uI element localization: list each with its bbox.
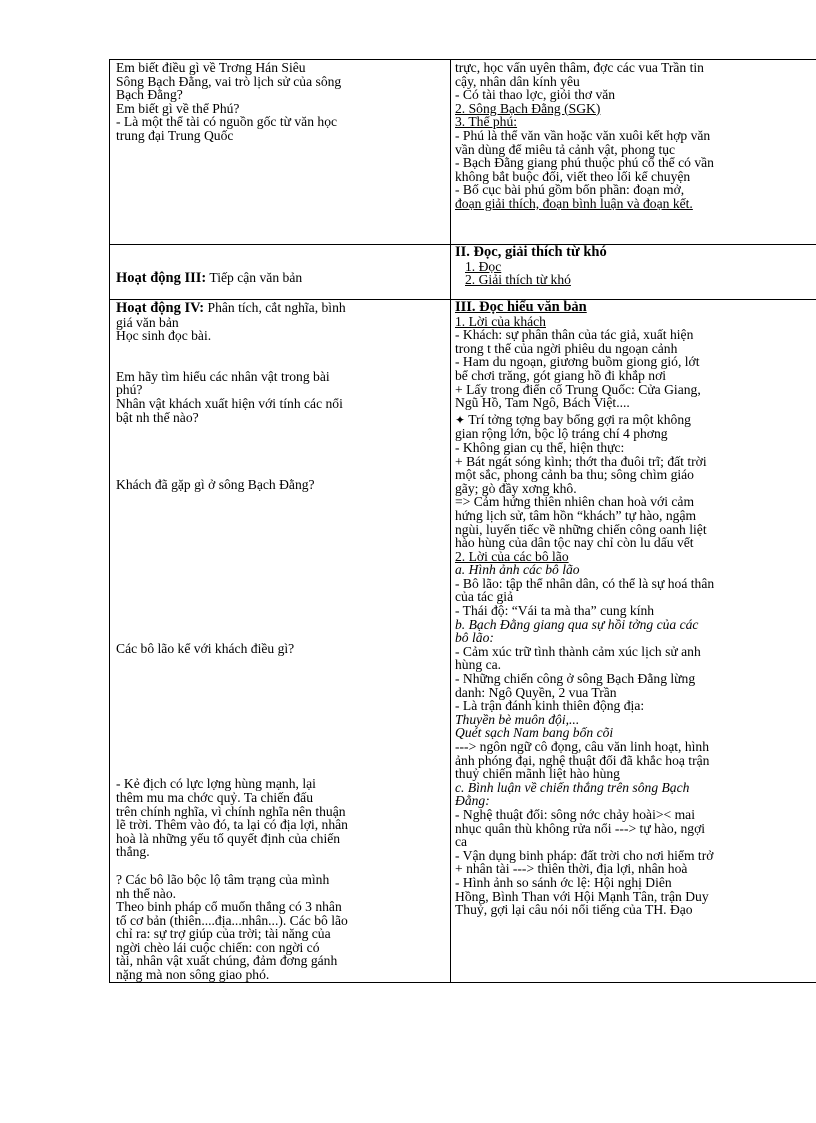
text-line: trong t thế của ngời phiêu du ngoạn cảnh: [455, 340, 678, 356]
text-line: hoà là những yếu tố quyết định của chiến: [116, 830, 341, 846]
paragraph: [116, 873, 446, 982]
activity-description: Tiếp cận văn bản: [206, 270, 303, 286]
question: Em hãy tìm hiểu các nhân vật trong bài: [116, 368, 330, 384]
text-line: ? Các bô lão bộc lộ tâm trạng của mình: [116, 871, 330, 887]
text-line: tài, nhân vật xuất chúng, đảm đơng gánh: [116, 953, 338, 969]
text-line: hào hùng của dân tộc nay chỉ còn lu dấu vết: [455, 535, 694, 551]
text-line: giá văn bản: [116, 314, 179, 330]
text-line: trên chính nghĩa, vì chính nghĩa nên thuận: [116, 803, 346, 819]
text-line: - Cảm xúc trữ tình thành cảm xúc lịch sử anh: [455, 643, 701, 659]
text-line: - Bô lão: tập thể nhân dân, có thể là sự hoá thân: [455, 575, 715, 591]
text-line: ngời chèo lái cuộc chiến: con ngời có: [116, 939, 320, 955]
text-line: vần dùng để miêu tả cảnh vật, phong tục: [455, 141, 676, 157]
text-line: + Lấy trong điển cố Trung Quốc: Cửa Giang,: [455, 381, 701, 397]
question: Nhân vật khách xuất hiện với tính các nổi: [116, 395, 343, 411]
text-line: Ngũ Hồ, Tam Ngô, Bách Việt....: [455, 395, 630, 411]
lesson-plan-table: [109, 59, 816, 983]
text-line: lẽ trời. Thêm vào đó, ta lại có địa lợi, nhân: [116, 817, 348, 833]
text-line: - Vận dụng binh pháp: đất trời cho nơi hiểm trở: [455, 847, 714, 863]
sub-heading: c. Bình luận về chiến thắng trên sông Bạch: [455, 779, 690, 795]
text-line: - Là trận đánh kinh thiên động địa:: [455, 698, 645, 714]
content-cell: [451, 300, 816, 983]
section-heading: III. Đọc hiểu văn bản: [455, 299, 587, 315]
content-cell: [451, 245, 816, 300]
text-line: thuỷ chiến mãnh liệt hào hùng: [455, 766, 620, 782]
text-line: trung đại Trung Quốc: [116, 127, 234, 143]
text-line: Thuỷ, gợi lại câu nói nổi tiếng của TH. Đạo: [455, 902, 693, 918]
text-line: gãy; gò đầy xơng khô.: [455, 480, 577, 496]
text-line: - Ham du ngoạn, giương buồm giong gió, lớt: [455, 354, 700, 370]
sub-heading: a. Hình ảnh các bô lão: [455, 562, 580, 578]
text-line: Bạch Đằng?: [116, 87, 183, 103]
text-line: đoạn giải thích, đoạn bình luận và đoạn kết.: [455, 195, 693, 211]
text-line: nặng mà non sông giao phó.: [116, 967, 270, 983]
question: phú?: [116, 382, 143, 398]
table-row: [110, 300, 816, 983]
activity-title: Hoạt động IV:: [116, 300, 205, 316]
section-heading: 3. Thể phú:: [455, 114, 518, 130]
activity-description: Phân tích, cắt nghĩa, bình: [204, 300, 346, 315]
table-row: [110, 60, 816, 245]
section-heading: II. Đọc, giải thích từ khó: [455, 244, 607, 260]
text-line: Em biết gì về thể Phú?: [116, 100, 240, 116]
table-row: [110, 245, 816, 300]
sub-heading: Đằng:: [455, 793, 490, 809]
text-line: danh: Ngô Quyền, 2 vua Trần: [455, 684, 617, 700]
text-line: - Thái độ: “Vái ta mà tha” cung kính: [455, 603, 655, 619]
paragraph: [116, 777, 446, 859]
text-line: tố cơ bản (thiên....địa...nhân...). Các bô lão: [116, 912, 348, 928]
text-line: thêm mu ma chớc quỷ. Ta chiến đấu: [116, 789, 313, 805]
text-line: - Bạch Đằng giang phú thuộc phú cổ thể có vần: [455, 155, 714, 171]
section-heading: 2. Sông Bạch Đằng (SGK): [455, 100, 601, 116]
four-point-star-icon: ✦: [455, 412, 466, 427]
text-line: trực, học vấn uyên thâm, đợc các vua Trần tin: [455, 60, 704, 75]
text-line: + Bát ngát sóng kình; thớt tha đuôi trĩ; đất trời: [455, 453, 707, 469]
content-cell: [451, 60, 816, 245]
text-line: => Cảm hứng thiên nhiên chan hoà với cảm: [455, 494, 695, 510]
text-line: không bắt buộc đối, viết theo lối kể chuyện: [455, 168, 691, 184]
text-line: - Khách: sự phân thân của tác giả, xuất hiện: [455, 327, 694, 343]
text-line: - Phú là thể văn vần hoặc văn xuôi kết hợp văn: [455, 127, 711, 143]
text-line: thắng.: [116, 844, 150, 860]
text-line: ảnh phóng đại, nghệ thuật đối đã khắc hoạ trận: [455, 752, 710, 768]
text-line: - Kẻ địch có lực lợng hùng mạnh, lại: [116, 776, 316, 792]
list-item: 1. Đọc: [465, 258, 502, 274]
text-line: - Là một thể tài có nguồn gốc từ văn học: [116, 114, 338, 130]
question: Khách đã gặp gì ở sông Bạch Đằng?: [116, 477, 315, 493]
teacher-student-activity-cell: [110, 300, 451, 983]
verse-line: Quét sạch Nam bang bốn cõi: [455, 725, 614, 741]
activity-title: Hoạt động III:: [116, 270, 207, 287]
question: bật nh thế nào?: [116, 409, 199, 425]
text-line: - Những chiến công ở sông Bạch Đằng lừng: [455, 671, 696, 687]
list-item: 2. Giải thích từ khó: [465, 272, 571, 288]
text-line: - Bố cục bài phú gồm bốn phần: đoạn mở,: [455, 182, 685, 198]
text-line: hùng ca.: [455, 657, 502, 673]
sub-heading: bô lão:: [455, 630, 494, 646]
text-line: - Không gian cụ thể, hiện thực:: [455, 439, 625, 455]
question: Các bô lão kể với khách điều gì?: [116, 640, 295, 656]
text-line: bể chơi trăng, gót giang hồ đi khắp nơi: [455, 367, 667, 383]
text-line: - Có tài thao lợc, giỏi thơ văn: [455, 87, 616, 103]
text-line: gian rộng lớn, bộc lộ tráng chí 4 phơng: [455, 426, 668, 442]
text-line: + nhân tài ---> thiên thời, địa lợi, nhân hoà: [455, 861, 688, 877]
text-line: - Hình ảnh so sánh ớc lệ: Hội nghị Diên: [455, 874, 672, 890]
text-line: Sông Bạch Đằng, vai trò lịch sử của sông: [116, 73, 342, 89]
text-line: nhục quân thù không rửa nổi ---> tự hào, ngợi: [455, 820, 706, 836]
text-line: Học sinh đọc bài.: [116, 328, 212, 344]
text-line: Theo binh pháp cổ muốn thắng có 3 nhân: [116, 899, 342, 915]
teacher-student-activity-cell: [110, 60, 451, 245]
text-line: Hồng, Bình Than với Hội Mạnh Tân, trận Duy: [455, 888, 709, 904]
sub-heading: b. Bạch Đằng giang qua sự hồi tởng của các: [455, 616, 699, 632]
verse-line: Thuyền bè muôn đội,...: [455, 711, 580, 727]
text-line: Em biết điều gì về Trơng Hán Siêu: [116, 60, 306, 75]
text-line: Trí tởng tợng bay bổng gợi ra một không: [465, 411, 691, 427]
text-line: ngùi, luyến tiếc về những chiến công oanh liệt: [455, 521, 707, 537]
text-line: - Nghệ thuật đối: sông nớc chảy hoài>< mai: [455, 806, 695, 822]
text-line: một sắc, phong cảnh ba thu; sông chìm giáo: [455, 467, 694, 483]
text-line: chỉ ra: sự trợ giúp của trời; tài năng của: [116, 926, 331, 942]
text-line: ca: [455, 834, 468, 850]
text-line: cậy, nhân dân kính yêu: [455, 73, 580, 89]
text-line: ---> ngôn ngữ cô đọng, câu văn linh hoạt, hình: [455, 739, 710, 754]
text-line: hứng lịch sử, tâm hồn “khách” tự hào, ngậm: [455, 507, 697, 523]
sub-heading: 1. Lời của khách: [455, 313, 546, 329]
text-line: của tác giả: [455, 589, 514, 605]
sub-heading: 2. Lời của các bô lão: [455, 548, 569, 564]
activity-cell: [110, 245, 451, 300]
text-line: nh thế nào.: [116, 885, 177, 901]
